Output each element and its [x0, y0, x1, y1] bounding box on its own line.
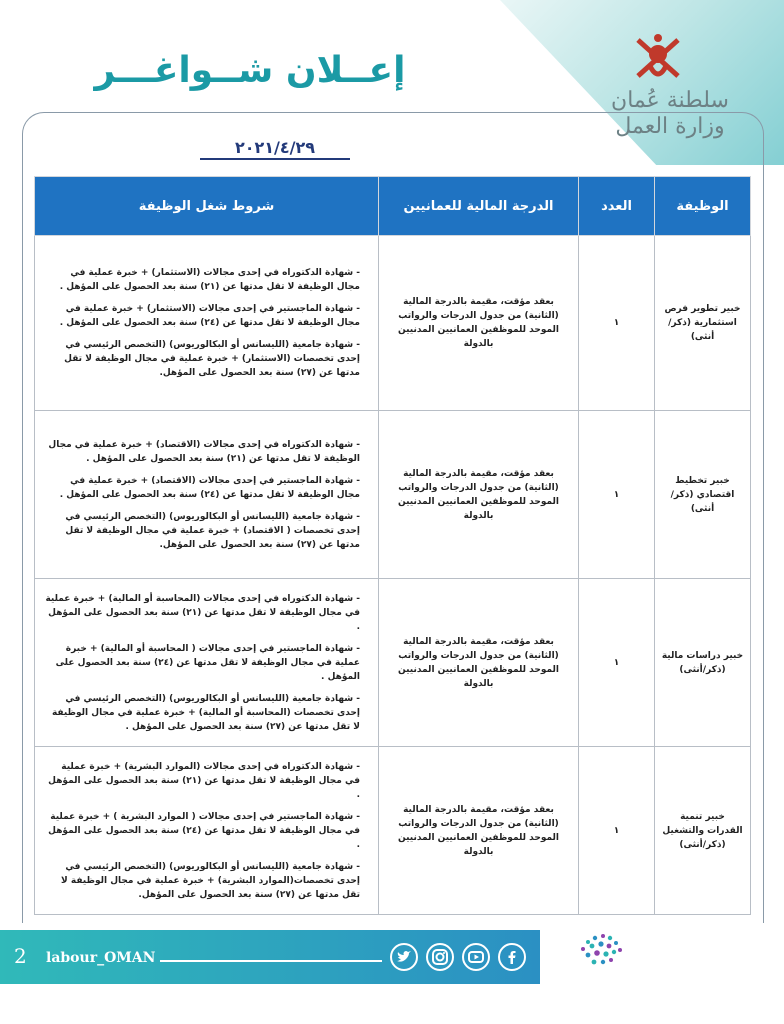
header-grade: الدرجة المالية للعمانيين [379, 177, 579, 236]
footer-divider [160, 960, 382, 962]
job-requirements [35, 411, 379, 579]
vacancies-table [34, 176, 751, 915]
requirement-item: - شهادة الماجستير في إحدى مجالات (الاستثمار) + خبرة عملية في مجال الوظيفة لا تقل مدتها عن (٢٤) سنة بعد الحصول على المؤهل . [59, 304, 360, 328]
table-row [35, 236, 751, 411]
job-title: خبير دراسات مالية (ذكر/أنثى) [655, 579, 751, 747]
header-job: الوظيفة [655, 177, 751, 236]
job-grade: بعقد مؤقت، مقيمة بالدرجة المالية (الثانية) من جدول الدرجات والرواتب الموحد للموظفين العمانيين المدنيين بالدولة [379, 236, 579, 411]
job-count: ١ [579, 236, 655, 411]
table-row [35, 411, 751, 579]
social-handle[interactable]: labour_OMAN [46, 950, 156, 966]
job-count: ١ [579, 411, 655, 579]
requirement-item: - شهادة جامعية (الليسانس أو البكالوريوس) (التخصص الرئيسي في إحدى تخصصات (المحاسبة أو المالية) + خبرة عملية في مجال الوظيفة لا تقل مدتها عن (٢٧) سنة بعد الحصول على المؤهل . [51, 693, 360, 732]
requirement-item: - شهادة جامعية (الليسانس أو البكالوريوس) (التخصص الرئيسي في إحدى تخصصات(الموارد البشرية) + خبرة عملية في مجال الوظيفة لا تقل مدتها عن (٢٧) سنة بعد الحصول على المؤهل. [61, 861, 360, 900]
requirement-item: - شهادة الدكتوراه في إحدى مجالات (الاستثمار) + خبرة عملية في مجال الوظيفة لا تقل مدتها عن (٢١) سنة بعد الحصول على المؤهل . [59, 268, 360, 292]
requirement-item: - شهادة الدكتوراه في إحدى مجالات (المحاسبة أو المالية) + خبرة عملية في مجال الوظيفة لا تقل مدتها عن (٢١) سنة بعد الحصول على المؤهل . [45, 593, 360, 632]
youtube-icon[interactable] [462, 943, 490, 971]
job-title: خبير تنمية القدرات والتشغيل (ذكر/أنثى) [655, 747, 751, 915]
job-requirements [35, 236, 379, 411]
table-header-row [35, 177, 751, 236]
facebook-icon[interactable] [498, 943, 526, 971]
requirement-item: - شهادة الدكتوراه في إحدى مجالات (الاقتصاد) + خبرة عملية في مجال الوظيفة لا تقل مدتها عن (٢١) سنة بعد الحصول على المؤهل . [48, 439, 360, 464]
job-count: ١ [579, 747, 655, 915]
ministry-line-1: سلطنة عُمان [611, 88, 729, 113]
page-title: إعــلان شــواغـــر [94, 50, 406, 91]
oman-emblem-icon [628, 30, 688, 86]
ministry-line-2: وزارة العمل [615, 114, 725, 139]
table-row [35, 747, 751, 915]
ministry-dots-logo-icon [548, 922, 648, 992]
twitter-icon[interactable] [390, 943, 418, 971]
job-count: ١ [579, 579, 655, 747]
instagram-icon[interactable] [426, 943, 454, 971]
job-grade: بعقد مؤقت، مقيمة بالدرجة المالية (الثانية) من جدول الدرجات والرواتب الموحد للموظفين العمانيين المدنيين بالدولة [379, 411, 579, 579]
requirement-item: - شهادة الدكتوراه في إحدى مجالات (الموارد البشرية) + خبرة عملية في مجال الوظيفة لا تقل مدتها عن (٢١) سنة بعد الحصول على المؤهل . [48, 761, 360, 800]
job-title: خبير تطوير فرص استثمارية (ذكر/أنثى) [655, 236, 751, 411]
requirement-item: - شهادة الماجستير في إحدى مجالات (الاقتصاد) + خبرة عملية في مجال الوظيفة لا تقل مدتها عن (٢٤) سنة بعد الحصول على المؤهل . [59, 475, 360, 500]
job-requirements [35, 579, 379, 747]
page-number: 2 [14, 944, 27, 968]
job-grade: بعقد مؤقت، مقيمة بالدرجة المالية (الثانية) من جدول الدرجات والرواتب الموحد للموظفين العمانيين المدنيين بالدولة [379, 747, 579, 915]
job-grade: بعقد مؤقت، مقيمة بالدرجة المالية (الثانية) من جدول الدرجات والرواتب الموحد للموظفين العمانيين المدنيين بالدولة [379, 579, 579, 747]
announcement-date: ٢٠٢١/٤/٢٩ [200, 138, 350, 160]
requirement-item: - شهادة الماجستير في إحدى مجالات ( المحاسبة أو المالية) + خبرة عملية في مجال الوظيفة لا تقل مدتها عن (٢٤) سنة بعد الحصول على المؤهل . [55, 643, 360, 682]
header-count: العدد [579, 177, 655, 236]
table-row [35, 579, 751, 747]
requirement-item: - شهادة جامعية (الليسانس أو البكالوريوس) (التخصص الرئيسي في إحدى تخصصات ( الاقتصاد) + خبرة عملية في مجال الوظيفة لا تقل مدتها عن (٢٧) سنة بعد الحصول على المؤهل. [65, 511, 360, 550]
requirement-item: - شهادة الماجستير في إحدى مجالات ( الموارد البشرية ) + خبرة عملية في مجال الوظيفة لا تقل مدتها عن (٢٤) سنة بعد الحصول على المؤهل . [48, 811, 360, 850]
job-title: خبير تخطيط اقتصادي (ذكر/أنثى) [655, 411, 751, 579]
job-requirements [35, 747, 379, 915]
requirement-item: - شهادة جامعية (الليسانس أو البكالوريوس) (التخصص الرئيسي في إحدى تخصصات (الاستثمار) + خبرة عملية في مجال الوظيفة لا تقل مدتها عن (٢٧) سنة بعد الحصول على المؤهل. [64, 340, 360, 378]
header-requirements: شروط شغل الوظيفة [35, 177, 379, 236]
